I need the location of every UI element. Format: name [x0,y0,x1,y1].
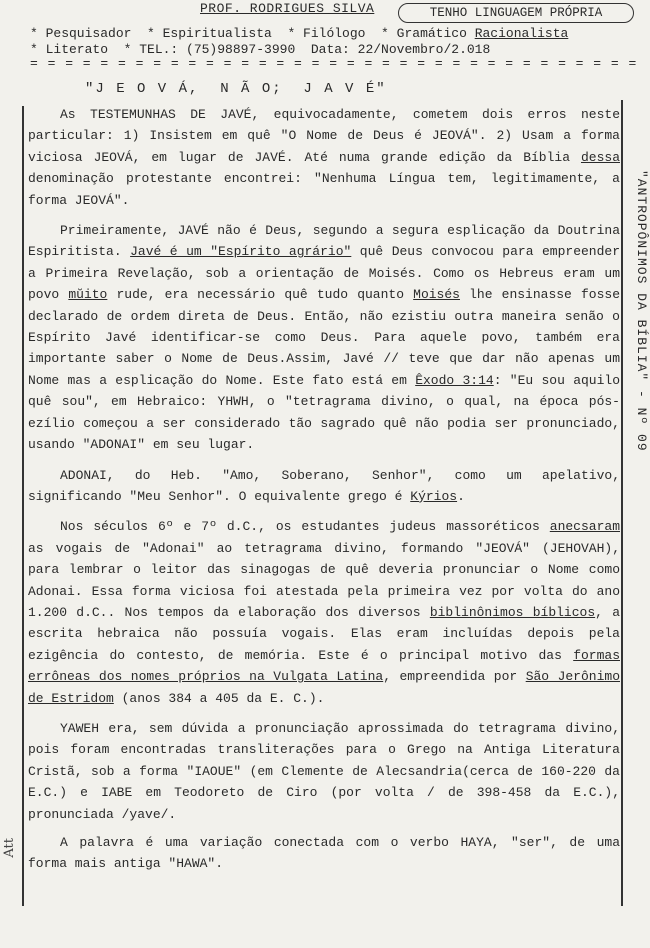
document-body [28,104,620,884]
paragraph-1-text-b: denominação protestante encontrei: "Nenhuma Língua tem, legitimamente, a forma JEOVÁ". [28,171,620,208]
paragraph-2 [28,220,620,455]
paragraph-2-text-c: rude, era necessário quê tudo quanto [107,287,414,303]
handwritten-margin-mark: Att [2,838,17,858]
paragraph-3-underlined: Kýrios [410,488,458,504]
left-margin-line [22,106,24,906]
paragraph-2-underlined-a: Javé é um "Espírito agrário" [130,244,352,260]
paragraph-1-underlined: dessa [580,149,620,165]
author-titles [30,26,568,41]
paragraph-5-text: YAWEH era, sem dúvida a pronunciação aprossimada do tetragrama divino, pois foram encontradas transliterações para o Grego na Antiga Literatura Cristã, sob a forma "IAOUE" (em Clemente de Alecsandria(cerca de 160-220 da E.C.) e IABE em Teodoreto de Ciro (por volta / de 398-458 da E.C.), pronunciada /yave/. [28,720,620,822]
paragraph-2-text-e: : "Eu sou aquilo quê sou", em Hebraico: YHWH, o "tetragrama divino, o qual, na época pós-ezílio começou a ser considerado tão sagrado quê não podia ser pronunciado, usando "ADONAI" em seu lugar. [28,372,620,453]
paragraph-4 [28,516,620,709]
author-name: PROF. RODRIGUES SILVA [200,1,375,16]
paragraph-6 [28,832,620,875]
paragraph-4-underlined-a: anecsaram [549,519,620,535]
document-title: "J E O V Á, N Ã O; J A V É" [85,81,387,97]
paragraph-1 [28,104,620,211]
paragraph-4-text-d: , empreendida por [383,669,526,685]
paragraph-5 [28,718,620,825]
paragraph-2-text-b: quê Deus convocou para empreender a Primeira Revelação, sob a orientação de Moisés. Como os Hebreus eram um povo [28,244,621,303]
paragraph-4-underlined-d: São Jerônimo de Estridom [28,669,620,706]
paragraph-2-text-d: lhe ensinasse fosse declarado de ordem direta de Deus. Então, não ezistiu outra maneira senão o Espírito Javé identificar-se como Deus. Para aquele povo, também era importante saber o Nome de Deus.Assim, Javé // teve que dar não apenas um Nome mas a esplicação do Nome. Este fato está em [28,287,620,388]
paragraph-3-text-a: ADONAI, do Heb. "Amo, Soberano, Senhor", como um apelativo, significando "Meu Senhor". O equivalente grego é [28,467,620,504]
paragraph-2-underlined-d: Êxodo 3:14 [415,372,494,388]
paragraph-1-text-a: As TESTEMUNHAS DE JAVÉ, equivocadamente, cometem dois erros neste particular: 1) Insistem em quê "O Nome de Deus é JEOVÁ". 2) Usam a forma viciosa JEOVÁ, em lugar de JAVÉ. Até numa grande edição da Bíblia [28,107,620,165]
motto-badge: TENHO LINGUAGEM PRÓPRIA [398,3,634,23]
author-titles-text: * Pesquisador * Espiritualista * Filólogo * Gramático [30,26,475,41]
paragraph-3 [28,465,620,508]
paragraph-2-underlined-c: Moisés [413,287,460,303]
paragraph-4-text-c: , a escrita hebraica não possuía vogais. Elas eram incluídas depois pela ezigência do contesto, de memória. Este é o principal motivo das [28,604,620,663]
paragraph-4-underlined-c: formas errôneas dos nomes próprios na Vulgata Latina [28,647,620,685]
right-margin-line [621,100,623,906]
paragraph-4-text-e: (anos 384 a 405 da E. C.). [113,690,325,706]
contact-date-line: * Literato * TEL.: (75)98897-3990 Data: 22/Novembro/2.018 [30,42,491,57]
paragraph-4-text-b: as vogais de "Adonai" ao tetragrama divino, formando "JEOVÁ" (JEHOVAH), para lembrar o leitor das sinagogas de quê deveria pronunciar o Nome como Adonai. Essa forma viciosa foi atestada pela primeira vez por volta do ano 1.200 d.C.. Nos tempos da elaboração dos diversos [28,540,620,620]
paragraph-4-underlined-b: biblinônimos bíblicos [429,604,596,620]
author-title-racionalista: Racionalista [474,26,569,41]
paragraph-4-text-a: Nos séculos 6º e 7º d.C., os estudantes judeus massoréticos [60,519,550,535]
paragraph-6-text: A palavra é uma variação conectada com o verbo HAYA, "ser", de uma forma mais antiga "HAWA". [28,835,620,872]
series-side-note: "ANTROPÔNIMOS DA BÍBLIA" - Nº 09 [634,170,649,452]
paragraph-3-text-b: . [457,488,465,504]
separator-line: = = = = = = = = = = = = = = = = = = = = = = = = = = = = = = = = = = = [30,56,638,71]
paragraph-2-underlined-b: mŭito [68,287,108,303]
paragraph-2-text-a: Primeiramente, JAVÉ não é Deus, segundo a segura esplicação da Doutrina Espiritista. [28,223,620,260]
